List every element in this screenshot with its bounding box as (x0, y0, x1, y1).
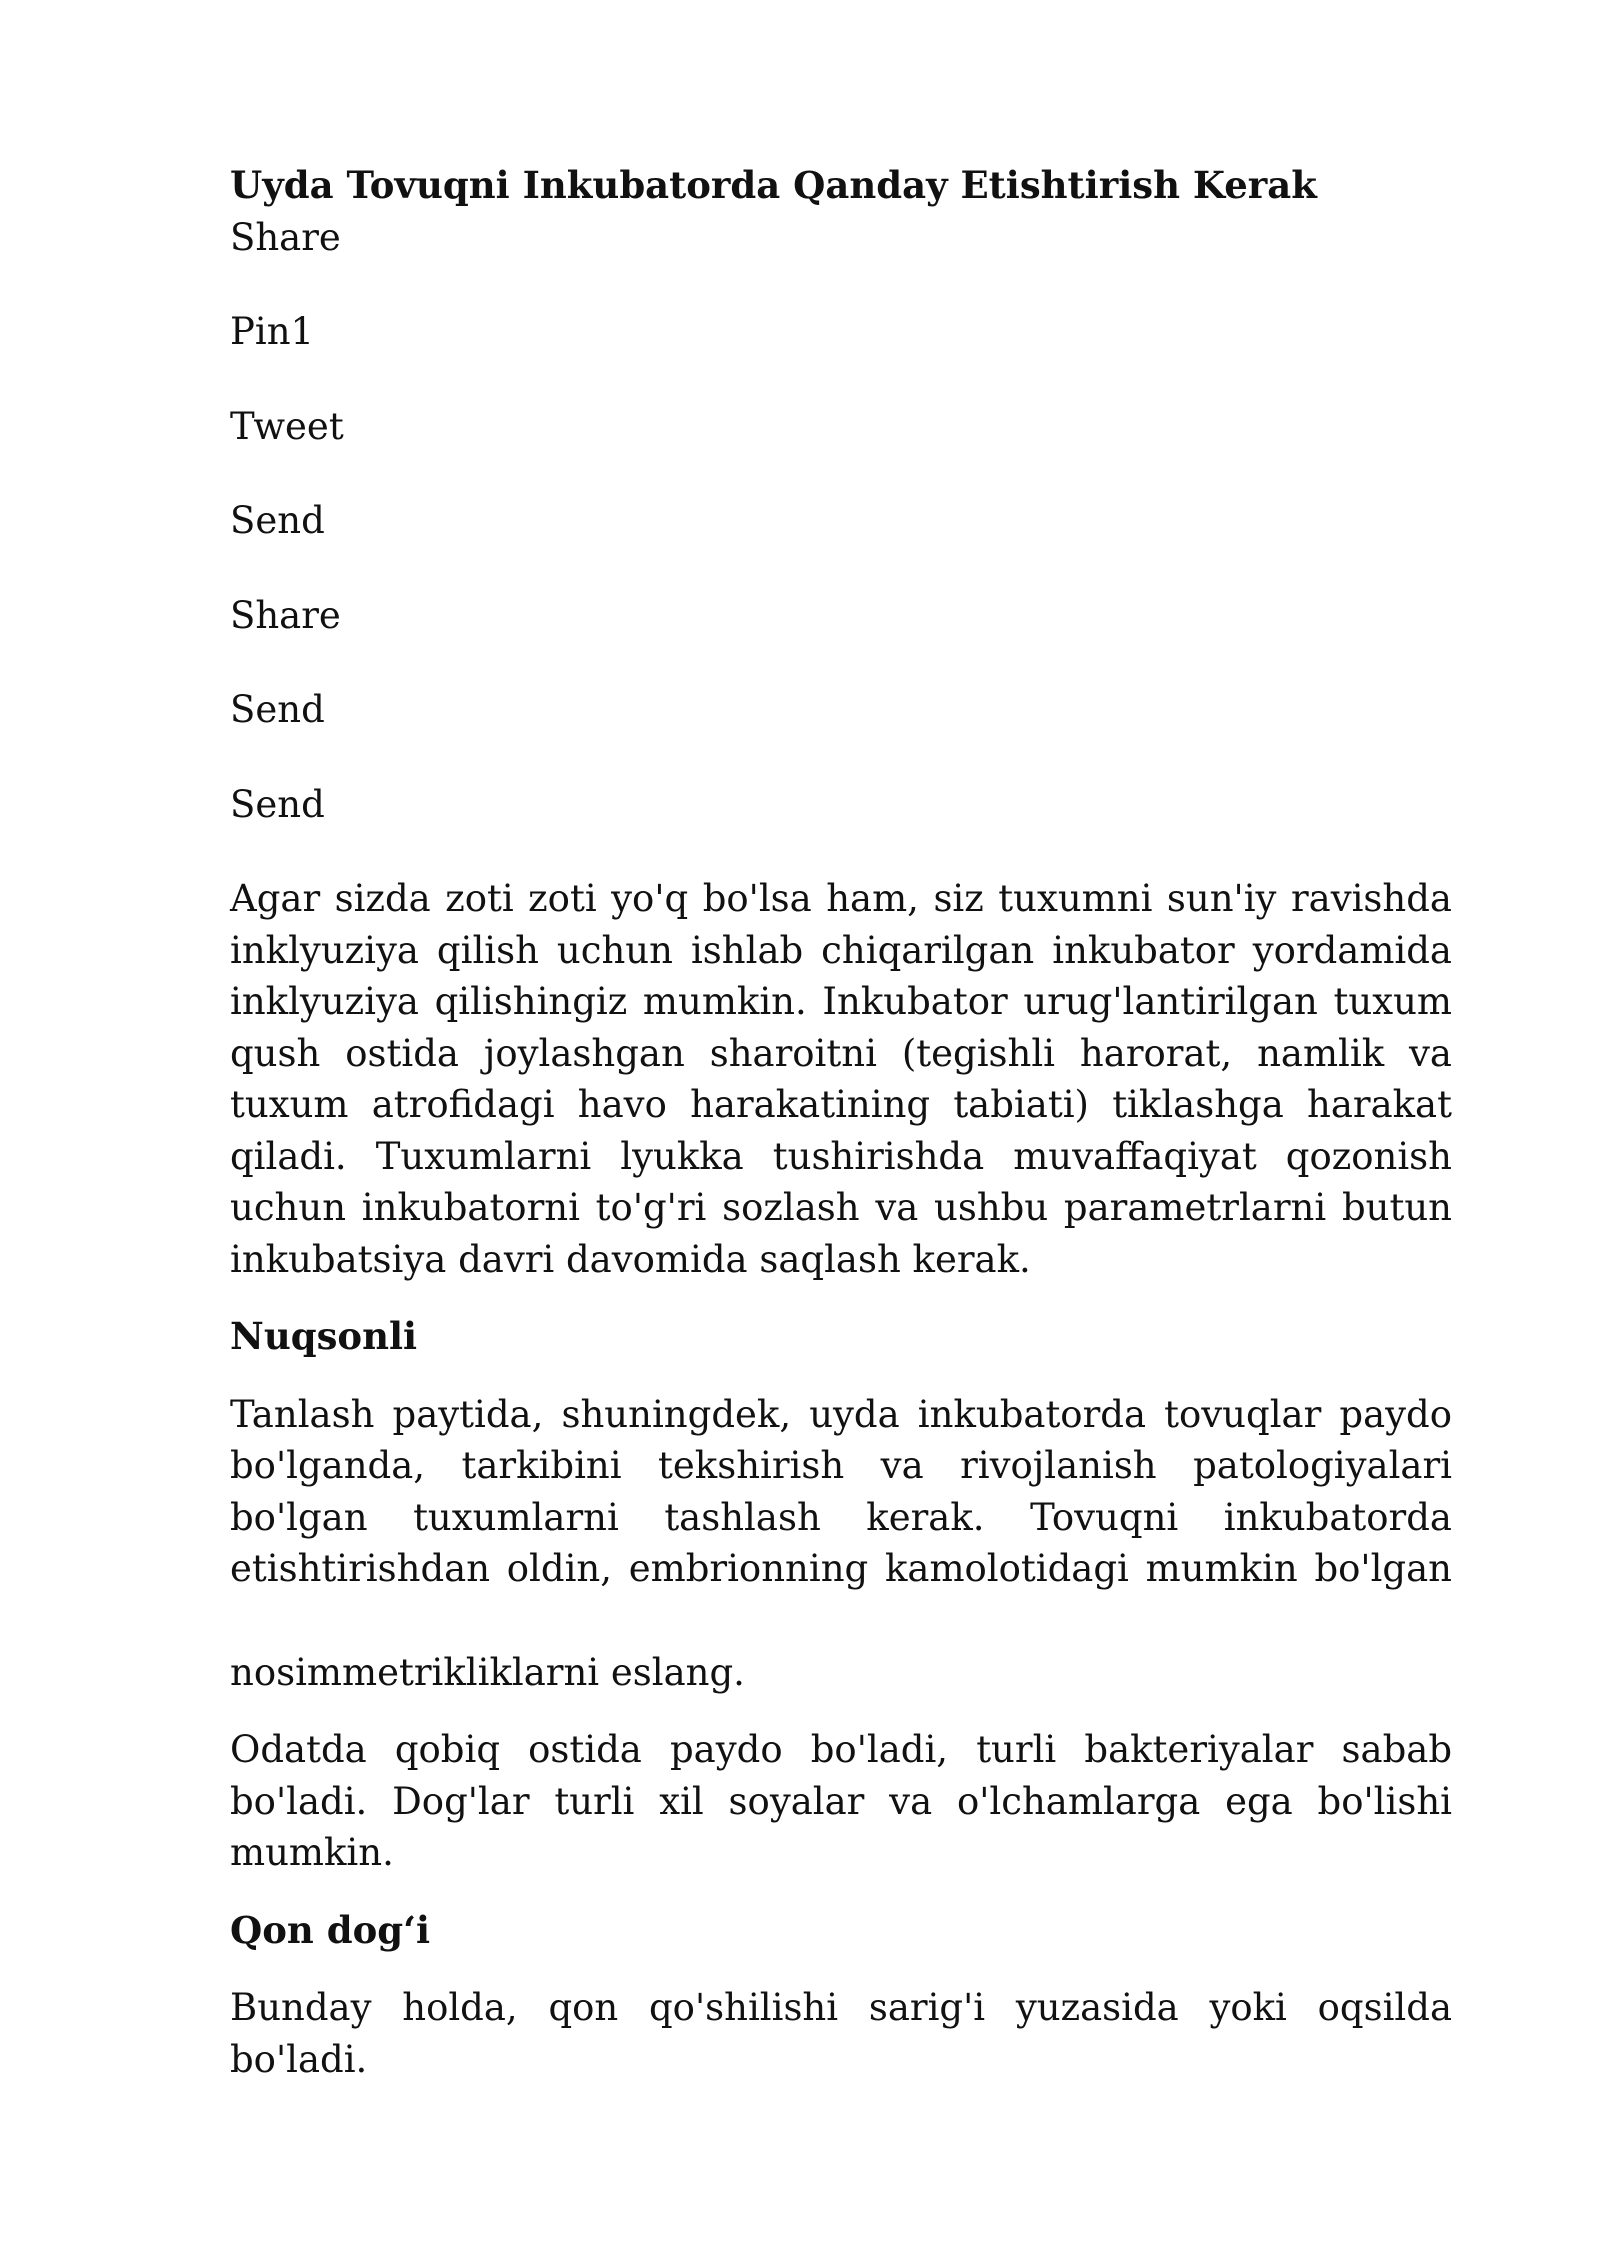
section1-paragraph-continued: nosimmetrikliklarni eslang. (230, 1650, 745, 1694)
section2-paragraph: Bunday holda, qon qo'shilishi sarig'i yuzasida yoki oqsilda bo'ladi. (230, 1986, 1452, 2081)
section-heading-qon-dogi: Qon dog‘i (230, 1907, 431, 1952)
pin-link[interactable]: Pin1 (230, 310, 315, 353)
share-link-2[interactable]: Share (230, 593, 341, 637)
paragraph-gap (230, 1595, 1452, 1647)
document-page (230, 160, 1452, 2111)
send-link[interactable]: Send (230, 499, 325, 542)
intro-paragraph: Agar sizda zoti zoti yo'q bo'lsa ham, siz tuxumni sun'iy ravishda inklyuziya qilish uchun ishlab chiqarilgan inkubator yordamida inklyuziya qilishingiz mumkin. Inkubator urug'lantirilgan tuxum qush ostida joylashgan sharoitni (tegishli harorat, namlik va tuxum atrofidagi havo harakatining tabiati) tiklashga harakat qiladi. Tuxumlarni lyukka tushirishda muvaffaqiyat qozonish uchun inkubatorni to'g'ri sozlash va ushbu parametrlarni butun inkubatsiya davri davomida saqlash kerak. (230, 877, 1452, 1281)
article-title: Uyda Tovuqni Inkubatorda Qanday Etishtirish Kerak (230, 163, 1317, 207)
send-link-2[interactable]: Send (230, 688, 325, 731)
send-link-3[interactable]: Send (230, 782, 325, 826)
section-heading-nuqsonli: Nuqsonli (230, 1314, 418, 1358)
section1-paragraph: Tanlash paytida, shuningdek, uyda inkubatorda tovuqlar paydo bo'lganda, tarkibini tekshirish va rivojlanish patologiyalari bo'lgan tuxumlarni tashlash kerak. Tovuqni inkubatorda etishtirishdan oldin, embrionning kamolotidagi mumkin bo'lgan (230, 1392, 1452, 1590)
section1-paragraph-2: Odatda qobiq ostida paydo bo'ladi, turli bakteriyalar sabab bo'ladi. Dog'lar turli xil soyalar va o'lchamlarga ega bo'lishi mumkin. (230, 1728, 1452, 1874)
tweet-link[interactable]: Tweet (230, 404, 344, 448)
share-link[interactable]: Share (230, 215, 341, 259)
